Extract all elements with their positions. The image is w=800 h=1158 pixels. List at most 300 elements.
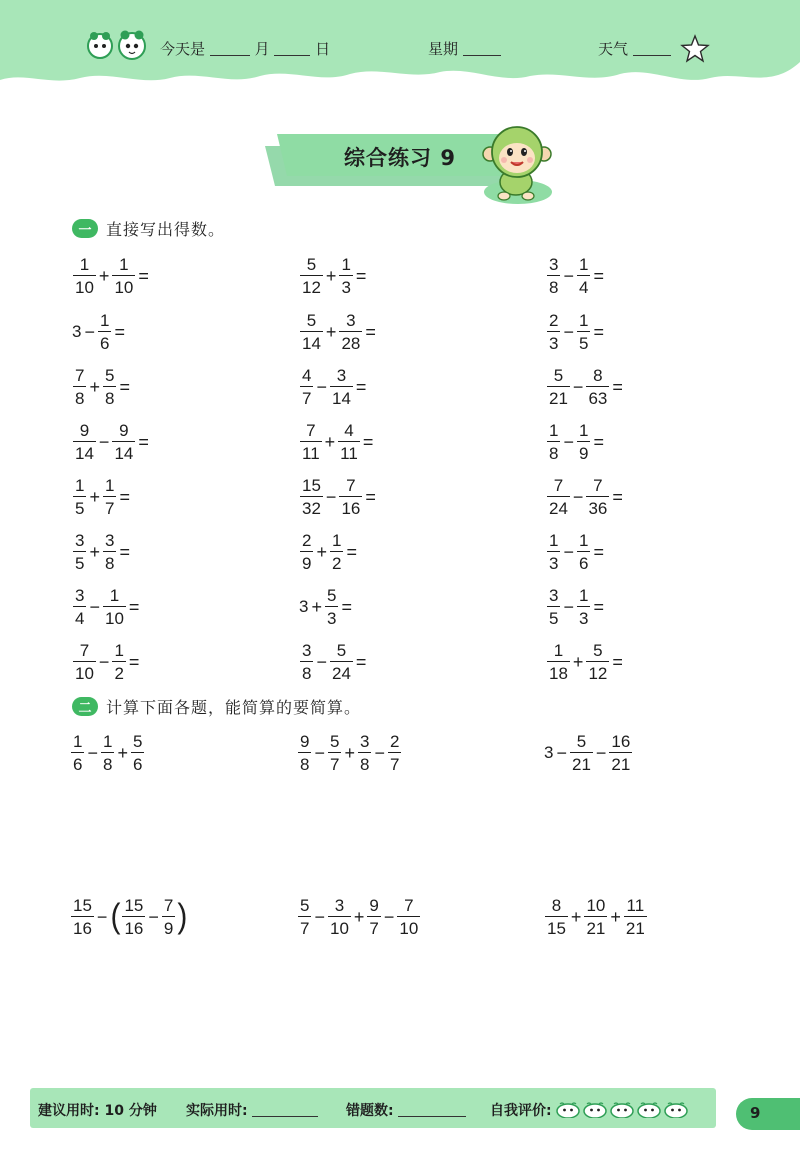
- numerator: 1: [102, 732, 113, 751]
- denominator: 21: [584, 916, 607, 937]
- numerator: 2: [302, 531, 312, 550]
- fraction: [131, 733, 144, 773]
- numerator: 1: [79, 255, 90, 274]
- fraction: [73, 642, 96, 682]
- expression-s2-r2-c3: [544, 897, 648, 937]
- fraction: [112, 422, 135, 462]
- month-blank[interactable]: [210, 55, 250, 56]
- operator: −: [383, 906, 395, 927]
- expression-s1-r1-c2: [299, 256, 368, 296]
- operator: +: [344, 742, 355, 763]
- expression-s1-r4-c1: [72, 422, 151, 462]
- operator: +: [89, 486, 100, 507]
- numerator: 7: [593, 476, 603, 495]
- fraction: [298, 897, 311, 937]
- operator: =: [365, 486, 376, 507]
- expression-s1-r6-c3: [546, 532, 606, 572]
- operator: =: [138, 265, 149, 286]
- fraction: [577, 532, 590, 572]
- operator: +: [610, 906, 621, 927]
- section-2-badge: 二: [72, 697, 98, 716]
- expression-s1-r1-c3: [546, 256, 606, 296]
- operator: −: [374, 742, 385, 763]
- expression-s1-r2-c1: [72, 312, 127, 352]
- denominator: 10: [328, 916, 351, 937]
- numerator: 5: [336, 641, 347, 660]
- expression-s1-r1-c1: [72, 256, 151, 296]
- day-blank[interactable]: [274, 55, 310, 56]
- numerator: 1: [578, 255, 589, 274]
- fraction: [547, 477, 570, 517]
- denominator: 16: [122, 916, 145, 937]
- numerator: 9: [300, 732, 310, 751]
- expression-s1-r6-c2: [299, 532, 359, 572]
- expression-s1-r4-c3: [546, 422, 606, 462]
- denominator: 12: [586, 661, 609, 682]
- numerator: 5: [593, 641, 603, 660]
- operator: −: [563, 431, 574, 452]
- fraction: [339, 477, 362, 517]
- fraction: [300, 532, 313, 572]
- operator: +: [353, 906, 365, 927]
- denominator: 14: [112, 441, 135, 462]
- self-evaluation: [490, 1100, 691, 1120]
- today-label: 今天是: [160, 40, 206, 58]
- denominator: 7: [328, 752, 341, 773]
- numerator: 5: [306, 255, 317, 274]
- denominator: 2: [330, 551, 343, 572]
- denominator: 7: [298, 916, 311, 937]
- denominator: 12: [300, 275, 323, 296]
- fraction: [624, 897, 647, 937]
- operator: +: [311, 596, 322, 617]
- numerator: 5: [132, 732, 143, 751]
- expression-s1-r8-c3: [546, 642, 625, 682]
- numerator: 11: [626, 896, 645, 915]
- denominator: 7: [300, 386, 313, 407]
- numerator: 7: [346, 476, 356, 495]
- numerator: 8: [551, 896, 562, 915]
- denominator: 8: [101, 752, 114, 773]
- fraction: [330, 642, 353, 682]
- numerator: 5: [576, 732, 587, 751]
- denominator: 32: [300, 496, 323, 517]
- operator: =: [341, 596, 352, 617]
- denominator: 24: [330, 661, 353, 682]
- numerator: 5: [553, 366, 564, 385]
- operator: =: [612, 651, 623, 672]
- parenthesis: (: [110, 897, 121, 936]
- numerator: 1: [119, 255, 129, 274]
- numerator: 4: [344, 421, 354, 440]
- denominator: 10: [397, 916, 420, 937]
- operator: −: [87, 742, 98, 763]
- denominator: 7: [367, 916, 380, 937]
- fraction: [300, 367, 313, 407]
- fraction: [103, 532, 116, 572]
- expression-s1-r6-c1: [72, 532, 132, 572]
- denominator: 8: [73, 386, 86, 407]
- operator: =: [355, 376, 367, 397]
- numerator: 1: [109, 586, 120, 605]
- fraction: [328, 897, 351, 937]
- fraction: [547, 422, 560, 462]
- weekday-blank[interactable]: [463, 55, 501, 56]
- denominator: 9: [300, 551, 313, 572]
- weather-line: [598, 38, 671, 59]
- denominator: 11: [338, 441, 360, 462]
- fraction: [547, 256, 560, 296]
- operator: =: [138, 431, 149, 452]
- operator: =: [593, 541, 604, 562]
- expression-s1-r7-c3: [546, 587, 606, 627]
- numerator: 15: [302, 476, 321, 495]
- fraction: [298, 733, 311, 773]
- numerator: 1: [99, 311, 110, 330]
- operator: −: [84, 321, 95, 342]
- operator: =: [346, 541, 357, 562]
- numerator: 1: [75, 476, 85, 495]
- operator: +: [570, 906, 582, 927]
- section-1-heading: [72, 215, 225, 241]
- rating-face-icon[interactable]: [637, 1102, 661, 1118]
- denominator: 3: [339, 275, 352, 296]
- expression-s1-r8-c2: [299, 642, 368, 682]
- numerator: 7: [553, 476, 564, 495]
- fraction: [577, 422, 590, 462]
- operator: =: [593, 596, 604, 617]
- denominator: 8: [300, 661, 313, 682]
- expression-s2-r1-c2: [297, 733, 402, 773]
- operator: +: [89, 541, 100, 562]
- star-icon: [680, 34, 710, 64]
- operator: =: [612, 376, 623, 397]
- denominator: 6: [577, 551, 590, 572]
- numerator: 3: [549, 586, 559, 605]
- actual-time: [186, 1100, 318, 1120]
- denominator: 8: [358, 752, 371, 773]
- numerator: 15: [124, 896, 144, 915]
- numerator: 5: [300, 896, 310, 915]
- expression-s1-r2-c2: [299, 312, 378, 352]
- operator: +: [325, 321, 337, 342]
- denominator: 7: [103, 496, 116, 517]
- numerator: 15: [73, 896, 92, 915]
- numerator: 1: [331, 531, 342, 550]
- numerator: 7: [79, 641, 90, 660]
- weather-label: 天气: [598, 40, 629, 58]
- numerator: 3: [346, 311, 356, 330]
- denominator: 8: [103, 386, 116, 407]
- numerator: 7: [404, 896, 414, 915]
- numerator: 3: [75, 586, 85, 605]
- denominator: 4: [73, 606, 86, 627]
- operator: =: [119, 486, 130, 507]
- numerator: 1: [104, 476, 115, 495]
- numerator: 5: [306, 311, 317, 330]
- fraction: [300, 477, 323, 517]
- denominator: 10: [112, 275, 135, 296]
- error-count-blank[interactable]: [398, 1116, 466, 1117]
- numerator: 1: [549, 421, 559, 440]
- self-evaluation-label: 自我评价:: [490, 1103, 552, 1119]
- operator: −: [89, 596, 100, 617]
- fraction: [547, 642, 570, 682]
- operator: −: [314, 906, 325, 927]
- fraction: [330, 367, 353, 407]
- numerator: 5: [326, 586, 337, 605]
- section-2-title: 计算下面各题，能简算的要简算。: [106, 697, 362, 717]
- expression-s1-r3-c1: [72, 367, 132, 407]
- denominator: 8: [103, 551, 116, 572]
- operator: =: [128, 651, 140, 672]
- panda-faces-icon: [86, 28, 152, 64]
- expression-s1-r7-c2: [299, 587, 354, 627]
- denominator: 36: [586, 496, 609, 517]
- operator: −: [314, 742, 325, 763]
- operator: −: [316, 651, 327, 672]
- fraction: [397, 897, 420, 937]
- operator: −: [563, 265, 574, 286]
- denominator: 16: [71, 916, 94, 937]
- denominator: 10: [103, 606, 126, 627]
- numerator: 16: [611, 732, 631, 751]
- operator: −: [316, 376, 327, 397]
- denominator: 7: [388, 752, 401, 773]
- operator: −: [98, 651, 110, 672]
- fraction: [73, 422, 96, 462]
- denominator: 5: [73, 551, 86, 572]
- section-1-badge: 一: [72, 219, 98, 238]
- fraction: [162, 897, 175, 937]
- expression-s1-r3-c3: [546, 367, 625, 407]
- expression-s1-r7-c1: [72, 587, 141, 627]
- fraction: [300, 422, 322, 462]
- denominator: 16: [339, 496, 362, 517]
- expression-s1-r4-c2: [299, 422, 375, 462]
- operator: =: [114, 321, 125, 342]
- fraction: [570, 733, 593, 773]
- fraction: [586, 642, 609, 682]
- numerator: 3: [302, 641, 312, 660]
- fraction: [103, 367, 116, 407]
- operator: +: [117, 742, 128, 763]
- whole-number: 3: [544, 743, 554, 762]
- operator: +: [324, 431, 336, 452]
- denominator: 6: [98, 331, 111, 352]
- numerator: 9: [79, 421, 90, 440]
- error-count-label: 错题数:: [346, 1103, 394, 1119]
- actual-time-blank[interactable]: [252, 1116, 318, 1117]
- whole-number: 3: [72, 322, 82, 341]
- denominator: 15: [545, 916, 568, 937]
- denominator: 3: [547, 551, 560, 572]
- numerator: 8: [593, 366, 603, 385]
- numerator: 5: [104, 366, 115, 385]
- fraction: [73, 587, 86, 627]
- operator: =: [593, 321, 604, 342]
- denominator: 5: [73, 496, 86, 517]
- numerator: 7: [163, 896, 174, 915]
- fraction: [547, 532, 560, 572]
- fraction: [73, 367, 86, 407]
- numerator: 3: [359, 732, 370, 751]
- fraction: [577, 312, 590, 352]
- denominator: 3: [577, 606, 590, 627]
- fraction: [547, 587, 560, 627]
- numerator: 1: [73, 732, 83, 751]
- operator: =: [362, 431, 374, 452]
- operator: −: [98, 431, 110, 452]
- suggested-time: 建议用时: 10 分钟: [38, 1103, 157, 1119]
- operator: =: [593, 431, 604, 452]
- fraction: [101, 733, 114, 773]
- rating-face-icon[interactable]: [664, 1102, 688, 1118]
- weekday-line: [428, 38, 501, 59]
- fraction: [112, 642, 125, 682]
- fraction: [547, 367, 570, 407]
- fraction: [547, 312, 560, 352]
- numerator: 1: [578, 586, 589, 605]
- denominator: 6: [71, 752, 84, 773]
- expression-s2-r2-c1: [70, 897, 188, 937]
- numerator: 9: [119, 421, 129, 440]
- fraction: [545, 897, 568, 937]
- weekday-label: 星期: [428, 40, 459, 58]
- expression-s1-r2-c3: [546, 312, 606, 352]
- fraction: [73, 532, 86, 572]
- operator: =: [355, 265, 367, 286]
- denominator: 2: [112, 661, 125, 682]
- operator: −: [556, 742, 567, 763]
- actual-time-label: 实际用时:: [186, 1103, 248, 1119]
- denominator: 28: [339, 331, 362, 352]
- expression-s2-r2-c2: [297, 897, 421, 937]
- numerator: 3: [104, 531, 115, 550]
- operator: +: [572, 651, 584, 672]
- operator: +: [98, 265, 110, 286]
- fraction: [325, 587, 338, 627]
- denominator: 21: [570, 752, 593, 773]
- denominator: 5: [577, 331, 590, 352]
- monkey-mascot-icon: [478, 120, 556, 206]
- day-label: 日: [315, 40, 331, 58]
- rating-face-icon[interactable]: [556, 1102, 580, 1118]
- operator: −: [572, 376, 584, 397]
- fraction: [103, 477, 116, 517]
- page-tab: [736, 1098, 800, 1130]
- fraction: [609, 733, 632, 773]
- denominator: 5: [547, 606, 560, 627]
- denominator: 11: [300, 441, 322, 462]
- rating-faces: [556, 1103, 691, 1119]
- numerator: 1: [553, 641, 564, 660]
- numerator: 3: [75, 531, 85, 550]
- operator: =: [119, 376, 130, 397]
- fraction: [339, 312, 362, 352]
- rating-face-icon[interactable]: [583, 1102, 607, 1118]
- fraction: [584, 897, 607, 937]
- expression-s1-r5-c2: [299, 477, 378, 517]
- fraction: [103, 587, 126, 627]
- operator: +: [89, 376, 100, 397]
- denominator: 14: [330, 386, 353, 407]
- fraction: [112, 256, 135, 296]
- denominator: 24: [547, 496, 570, 517]
- denominator: 3: [325, 606, 338, 627]
- expression-s1-r8-c1: [72, 642, 141, 682]
- denominator: 10: [73, 275, 96, 296]
- fraction: [71, 733, 84, 773]
- numerator: 4: [302, 366, 312, 385]
- denominator: 8: [547, 441, 560, 462]
- page-number: 9: [750, 1104, 761, 1122]
- operator: =: [119, 541, 130, 562]
- operator: −: [563, 596, 574, 617]
- numerator: 1: [341, 255, 351, 274]
- expression-s2-r1-c3: [544, 733, 633, 773]
- fraction: [73, 477, 86, 517]
- operator: =: [355, 651, 367, 672]
- operator: =: [365, 321, 376, 342]
- expression-s1-r3-c2: [299, 367, 368, 407]
- fraction: [586, 367, 609, 407]
- numerator: 3: [549, 255, 559, 274]
- denominator: 6: [131, 752, 144, 773]
- parenthesis: ): [177, 897, 188, 936]
- operator: =: [593, 265, 604, 286]
- fraction: [330, 532, 343, 572]
- numerator: 9: [369, 896, 379, 915]
- whole-number: 3: [299, 597, 309, 616]
- section-1-title: 直接写出得数。: [106, 219, 226, 239]
- weather-blank[interactable]: [633, 55, 671, 56]
- expression-s1-r5-c1: [72, 477, 132, 517]
- numerator: 1: [578, 531, 589, 550]
- error-count: [346, 1100, 466, 1120]
- numerator: 2: [389, 732, 400, 751]
- fraction: [300, 256, 323, 296]
- denominator: 4: [577, 275, 590, 296]
- operator: −: [563, 321, 574, 342]
- denominator: 9: [162, 916, 175, 937]
- fraction: [577, 256, 590, 296]
- numerator: 1: [578, 311, 589, 330]
- denominator: 21: [624, 916, 647, 937]
- numerator: 3: [334, 896, 345, 915]
- fraction: [367, 897, 380, 937]
- denominator: 10: [73, 661, 96, 682]
- fraction: [122, 897, 145, 937]
- fraction: [338, 422, 360, 462]
- fraction: [339, 256, 352, 296]
- denominator: 21: [547, 386, 570, 407]
- denominator: 14: [73, 441, 96, 462]
- denominator: 9: [577, 441, 590, 462]
- fraction: [577, 587, 590, 627]
- denominator: 3: [547, 331, 560, 352]
- denominator: 21: [609, 752, 632, 773]
- numerator: 2: [549, 311, 559, 330]
- denominator: 8: [547, 275, 560, 296]
- rating-face-icon[interactable]: [610, 1102, 634, 1118]
- numerator: 3: [336, 366, 347, 385]
- fraction: [98, 312, 111, 352]
- operator: +: [316, 541, 327, 562]
- numerator: 5: [329, 732, 340, 751]
- page-title: 综合练习 9: [344, 146, 456, 170]
- numerator: 7: [75, 366, 85, 385]
